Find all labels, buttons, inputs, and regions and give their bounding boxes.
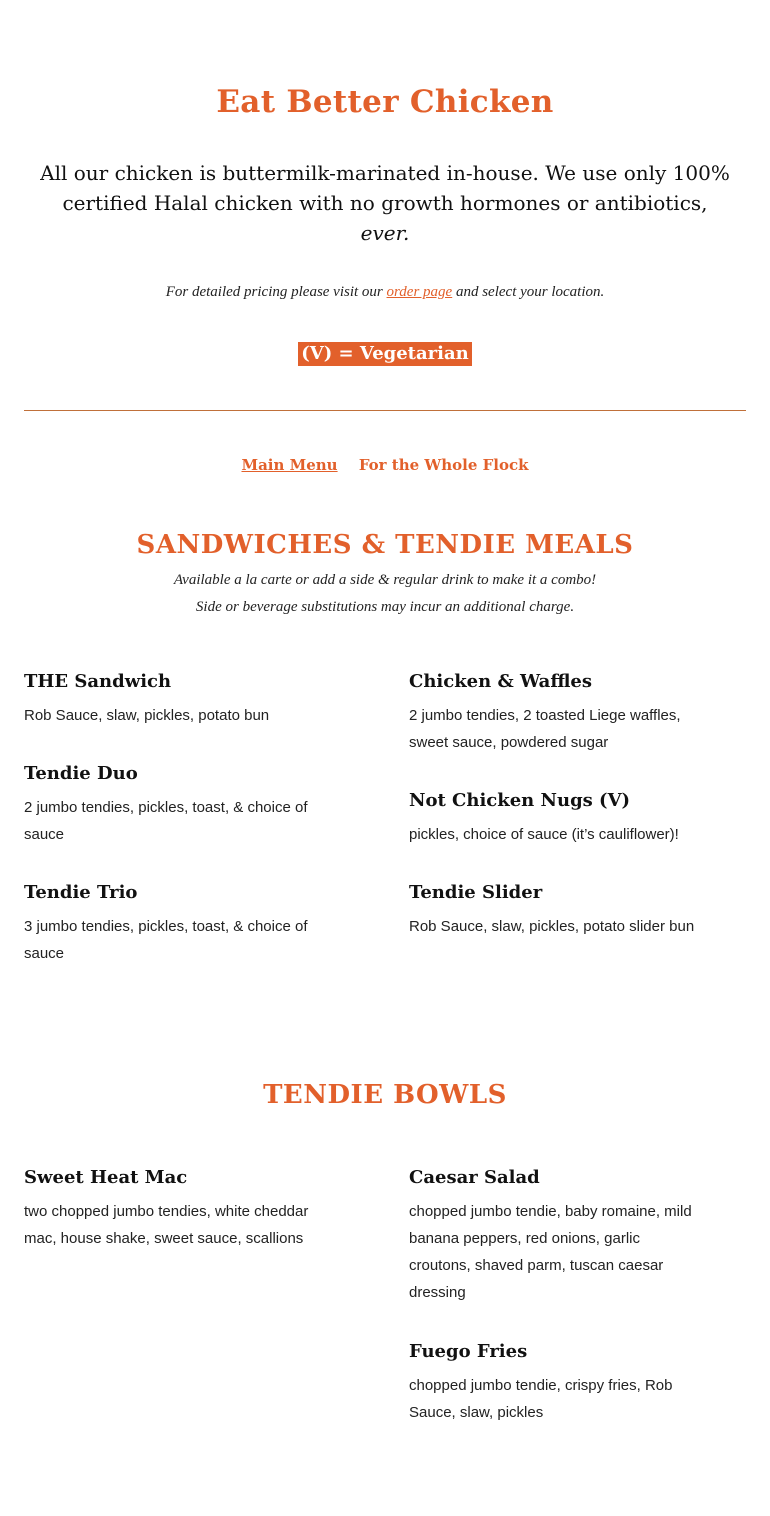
menu-item-desc: two chopped jumbo tendies, white cheddar mac, house shake, sweet sauce, scallions (24, 1203, 309, 1247)
pricing-before: For detailed pricing please visit our (165, 284, 383, 300)
menu-item (409, 789, 739, 848)
divider (24, 410, 746, 411)
intro-emphasis: ever. (360, 221, 410, 245)
section-subtitle-combo: Available a la carte or add a side & regular drink to make it a combo! (173, 572, 597, 588)
tab-main-menu[interactable]: Main Menu (241, 456, 338, 474)
menu-item (409, 1340, 699, 1426)
pricing-note (0, 284, 770, 301)
order-page-link[interactable]: order page (386, 284, 453, 300)
section-title-bowls: TENDIE BOWLS (263, 1080, 507, 1110)
menu-item (24, 670, 344, 729)
menu-item-name: Fuego Fries (409, 1341, 528, 1362)
menu-item-desc: 2 jumbo tendies, 2 toasted Liege waffles, sweet sauce, powdered sugar (409, 707, 681, 751)
menu-item-name: Sweet Heat Mac (24, 1167, 188, 1188)
menu-item-name: Not Chicken Nugs (V) (409, 790, 631, 811)
menu-item (24, 762, 324, 848)
menu-item-desc: Rob Sauce, slaw, pickles, potato bun (24, 707, 270, 724)
page-title: Eat Better Chicken (216, 84, 554, 120)
section-subtitle-substitutions: Side or beverage substitutions may incur an additional charge. (195, 599, 575, 615)
vegetarian-badge: (V) = Vegetarian (298, 342, 471, 366)
menu-item-name: Tendie Slider (409, 882, 543, 903)
intro-text (36, 158, 734, 248)
menu-item-desc: chopped jumbo tendie, baby romaine, mild banana peppers, red onions, garlic croutons, shaved parm, tuscan caesar dressing (409, 1203, 692, 1301)
tab-whole-flock[interactable]: For the Whole Flock (358, 456, 529, 474)
menu-item-desc: 2 jumbo tendies, pickles, toast, & choice of sauce (24, 799, 308, 843)
menu-tabs (0, 456, 770, 474)
menu-item-desc: chopped jumbo tendie, crispy fries, Rob Sauce, slaw, pickles (409, 1377, 673, 1421)
menu-item (409, 881, 739, 940)
menu-item (409, 1166, 694, 1306)
menu-item-desc: pickles, choice of sauce (it’s cauliflower)! (409, 826, 679, 843)
pricing-after: and select your location. (455, 284, 605, 300)
menu-item (24, 881, 324, 967)
menu-item-name: THE Sandwich (24, 671, 172, 692)
veg-legend (0, 342, 770, 366)
menu-item-desc: Rob Sauce, slaw, pickles, potato slider bun (409, 918, 695, 935)
menu-item-name: Caesar Salad (409, 1167, 540, 1188)
menu-item-name: Tendie Duo (24, 763, 138, 784)
section-title-sandwiches: SANDWICHES & TENDIE MEALS (136, 530, 634, 560)
menu-item-desc: 3 jumbo tendies, pickles, toast, & choice of sauce (24, 918, 308, 962)
menu-item-name: Tendie Trio (24, 882, 138, 903)
intro-main: All our chicken is buttermilk-marinated in-house. We use only 100% certified Halal chicken with no growth hormones or antibiotics, (40, 161, 730, 215)
menu-item-name: Chicken & Waffles (409, 671, 593, 692)
menu-item (24, 1166, 314, 1252)
menu-item (409, 670, 709, 756)
